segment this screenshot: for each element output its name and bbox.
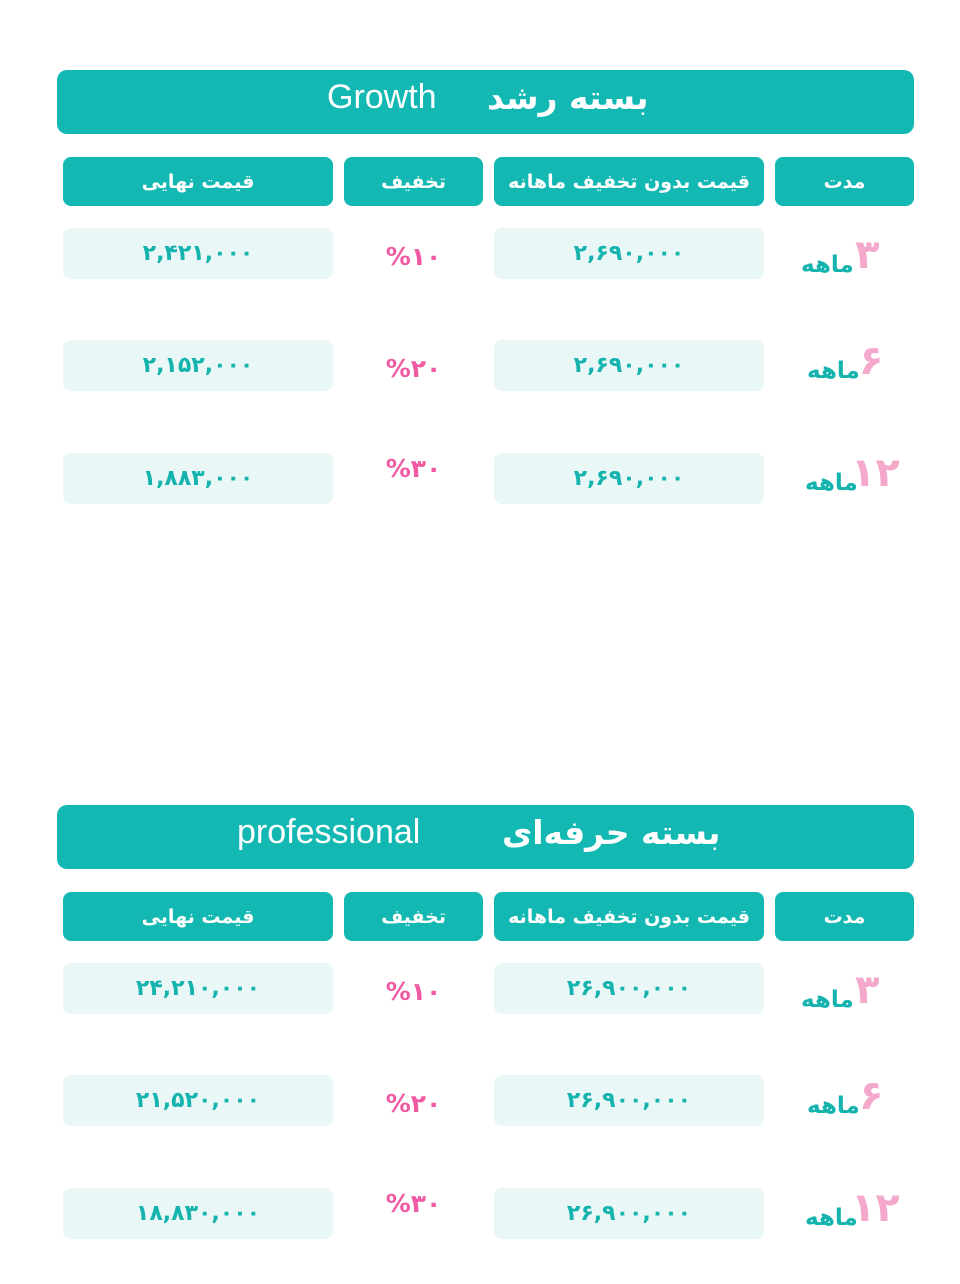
header-base-price: قیمت بدون تخفیف ماهانه: [494, 157, 764, 206]
header-base-price: قیمت بدون تخفیف ماهانه: [494, 892, 764, 941]
final-price-cell: ۲,۱۵۲,۰۰۰: [63, 340, 333, 391]
final-price-cell: ۱۸,۸۳۰,۰۰۰: [63, 1188, 333, 1239]
base-price-cell: ۲۶,۹۰۰,۰۰۰: [494, 1188, 764, 1239]
duration-unit: ماهه: [801, 252, 854, 278]
duration-cell: [775, 338, 914, 398]
final-price-cell: ۲۱,۵۲۰,۰۰۰: [63, 1075, 333, 1126]
header-discount: تخفیف: [344, 892, 483, 941]
header-duration: مدت: [775, 157, 914, 206]
duration-number: ۱۲: [851, 450, 900, 496]
duration-cell: [775, 1185, 914, 1245]
package-title-english: professional: [237, 813, 421, 851]
package-title-banner: [57, 805, 914, 869]
discount-value: %۳۰: [385, 454, 442, 483]
discount-value: %۲۰: [385, 354, 442, 383]
duration-number: ۳: [855, 967, 880, 1013]
base-price-cell: ۲,۶۹۰,۰۰۰: [494, 228, 764, 279]
duration-cell: [775, 450, 914, 510]
duration-unit: ماهه: [807, 1093, 860, 1119]
duration-number: ۶: [859, 1073, 884, 1119]
final-price-cell: ۲۴,۲۱۰,۰۰۰: [63, 963, 333, 1014]
discount-value: %۱۰: [385, 242, 442, 271]
duration-cell: [775, 967, 914, 1027]
discount-value: %۲۰: [385, 1089, 442, 1118]
discount-value: %۳۰: [385, 1189, 442, 1218]
duration-number: ۳: [855, 232, 880, 278]
duration-cell: [775, 232, 914, 292]
final-price-cell: ۱,۸۸۳,۰۰۰: [63, 453, 333, 504]
duration-cell: [775, 1073, 914, 1133]
header-duration: مدت: [775, 892, 914, 941]
duration-unit: ماهه: [801, 987, 854, 1013]
duration-unit: ماهه: [807, 358, 860, 384]
package-title-english: Growth: [327, 78, 437, 116]
package-title-persian: بسته رشد: [487, 78, 649, 117]
header-discount: تخفیف: [344, 157, 483, 206]
duration-number: ۱۲: [851, 1185, 900, 1231]
duration-unit: ماهه: [805, 1205, 858, 1231]
header-final-price: قیمت نهایی: [63, 892, 333, 941]
package-title-banner: [57, 70, 914, 134]
base-price-cell: ۲۶,۹۰۰,۰۰۰: [494, 963, 764, 1014]
final-price-cell: ۲,۴۲۱,۰۰۰: [63, 228, 333, 279]
duration-number: ۶: [859, 338, 884, 384]
base-price-cell: ۲,۶۹۰,۰۰۰: [494, 340, 764, 391]
header-final-price: قیمت نهایی: [63, 157, 333, 206]
package-title-persian: بسته حرفه‌ای: [502, 813, 721, 852]
discount-value: %۱۰: [385, 977, 442, 1006]
base-price-cell: ۲,۶۹۰,۰۰۰: [494, 453, 764, 504]
duration-unit: ماهه: [805, 470, 858, 496]
base-price-cell: ۲۶,۹۰۰,۰۰۰: [494, 1075, 764, 1126]
